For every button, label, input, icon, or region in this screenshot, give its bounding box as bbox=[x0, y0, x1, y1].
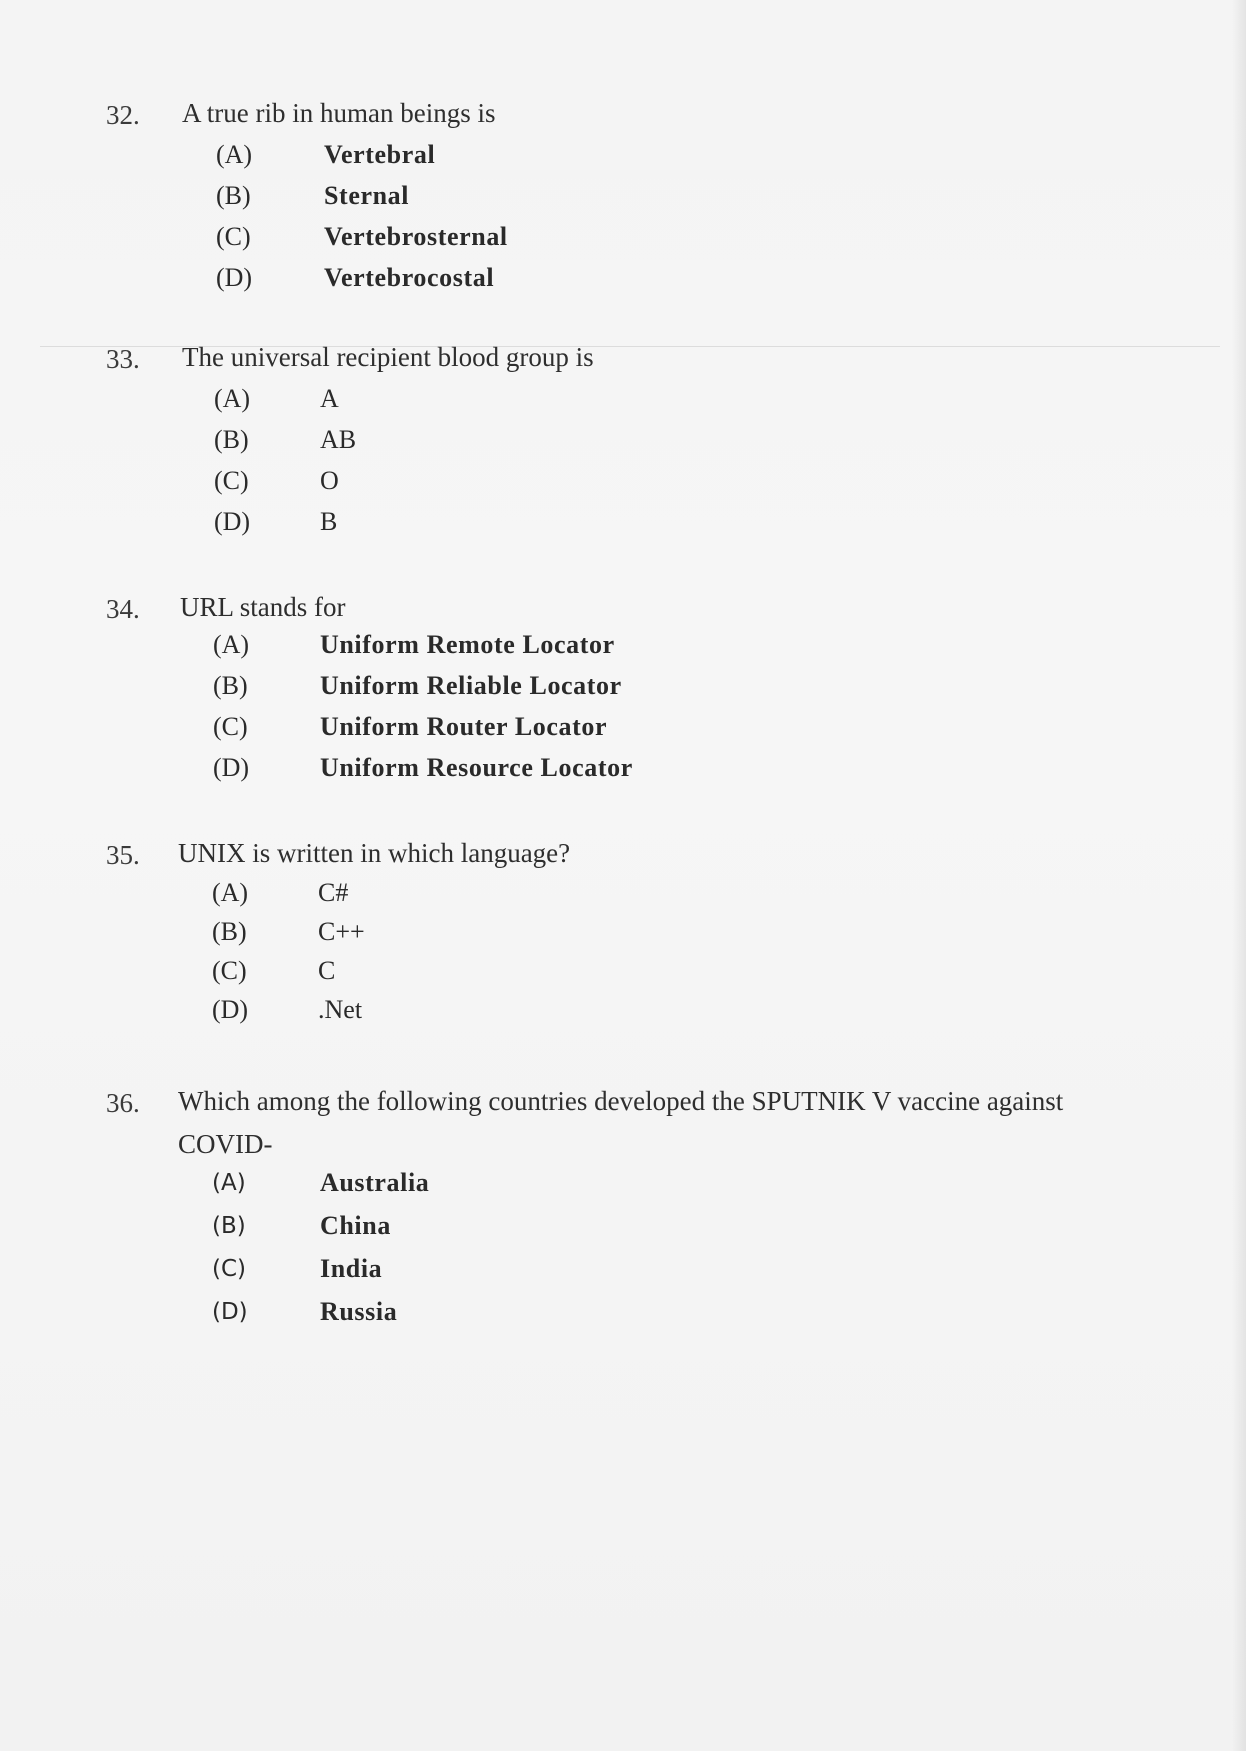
option-d bbox=[213, 753, 1013, 794]
option-a bbox=[212, 878, 1012, 917]
option-label: (B) bbox=[214, 425, 249, 454]
question-text: UNIX is written in which language? bbox=[178, 838, 571, 868]
option-text: Uniform Resource Locator bbox=[320, 753, 633, 782]
option-label: (D) bbox=[213, 753, 250, 782]
option-text: Vertebrosternal bbox=[324, 222, 508, 251]
option-text: B bbox=[320, 507, 338, 536]
option-label: (B) bbox=[212, 917, 247, 946]
option-label: (C) bbox=[212, 1256, 247, 1282]
option-text: China bbox=[320, 1211, 391, 1240]
option-text: .Net bbox=[318, 995, 363, 1024]
option-text: Uniform Router Locator bbox=[320, 712, 608, 741]
question-text: The universal recipient blood group is bbox=[182, 342, 594, 372]
page-edge-shadow bbox=[1232, 0, 1246, 1751]
option-label: (A) bbox=[214, 384, 251, 413]
option-a bbox=[214, 384, 1014, 425]
option-d bbox=[214, 507, 1014, 548]
option-d bbox=[216, 263, 1016, 304]
option-b bbox=[214, 425, 1014, 466]
option-label: (A) bbox=[212, 878, 249, 907]
option-c bbox=[213, 712, 1013, 753]
option-b bbox=[212, 917, 1012, 956]
option-label: (D) bbox=[214, 507, 251, 536]
option-c bbox=[212, 1254, 1012, 1297]
question-number: 33. bbox=[106, 344, 140, 374]
option-b bbox=[216, 181, 1016, 222]
option-label: (A) bbox=[216, 140, 253, 169]
option-text: C++ bbox=[318, 917, 365, 946]
options-list bbox=[212, 1168, 1012, 1340]
question-text: Which among the following countries developed the SPUTNIK V vaccine against COVID- bbox=[178, 1086, 1064, 1159]
option-label: (A) bbox=[213, 630, 250, 659]
option-text: AB bbox=[320, 425, 357, 454]
question-number: 35. bbox=[106, 840, 140, 870]
option-label: (D) bbox=[216, 263, 253, 292]
option-d bbox=[212, 995, 1012, 1034]
option-label: (A) bbox=[212, 1170, 246, 1196]
option-c bbox=[214, 466, 1014, 507]
option-label: (D) bbox=[212, 995, 249, 1024]
option-text: Vertebrocostal bbox=[324, 263, 495, 292]
option-a bbox=[212, 1168, 1012, 1211]
option-text: O bbox=[320, 466, 339, 495]
question-number: 36. bbox=[106, 1088, 140, 1118]
option-c bbox=[216, 222, 1016, 263]
option-label: (B) bbox=[212, 1213, 246, 1239]
option-label: (D) bbox=[212, 1299, 248, 1325]
option-text: C bbox=[318, 956, 336, 985]
option-label: (B) bbox=[213, 671, 248, 700]
option-text: A bbox=[320, 384, 339, 413]
option-b bbox=[213, 671, 1013, 712]
question-text: URL stands for bbox=[180, 592, 346, 622]
option-a bbox=[213, 630, 1013, 671]
option-d bbox=[212, 1297, 1012, 1340]
option-text: Vertebral bbox=[324, 140, 436, 169]
option-text: Uniform Reliable Locator bbox=[320, 671, 622, 700]
option-label: (C) bbox=[212, 956, 247, 985]
option-text: India bbox=[320, 1254, 383, 1283]
option-a bbox=[216, 140, 1016, 181]
options-list bbox=[214, 384, 1014, 548]
option-text: C# bbox=[318, 878, 349, 907]
option-text: Sternal bbox=[324, 181, 410, 210]
option-b bbox=[212, 1211, 1012, 1254]
option-label: (B) bbox=[216, 181, 251, 210]
options-list bbox=[212, 878, 1012, 1034]
option-label: (C) bbox=[213, 712, 248, 741]
options-list bbox=[213, 630, 1013, 794]
option-label: (C) bbox=[216, 222, 251, 251]
question-number: 34. bbox=[106, 594, 140, 624]
option-text: Russia bbox=[320, 1297, 398, 1326]
option-text: Uniform Remote Locator bbox=[320, 630, 615, 659]
option-c bbox=[212, 956, 1012, 995]
option-label: (C) bbox=[214, 466, 249, 495]
question-number: 32. bbox=[106, 100, 140, 130]
option-text: Australia bbox=[320, 1168, 430, 1197]
options-list bbox=[216, 140, 1016, 304]
question-text: A true rib in human beings is bbox=[182, 98, 496, 128]
